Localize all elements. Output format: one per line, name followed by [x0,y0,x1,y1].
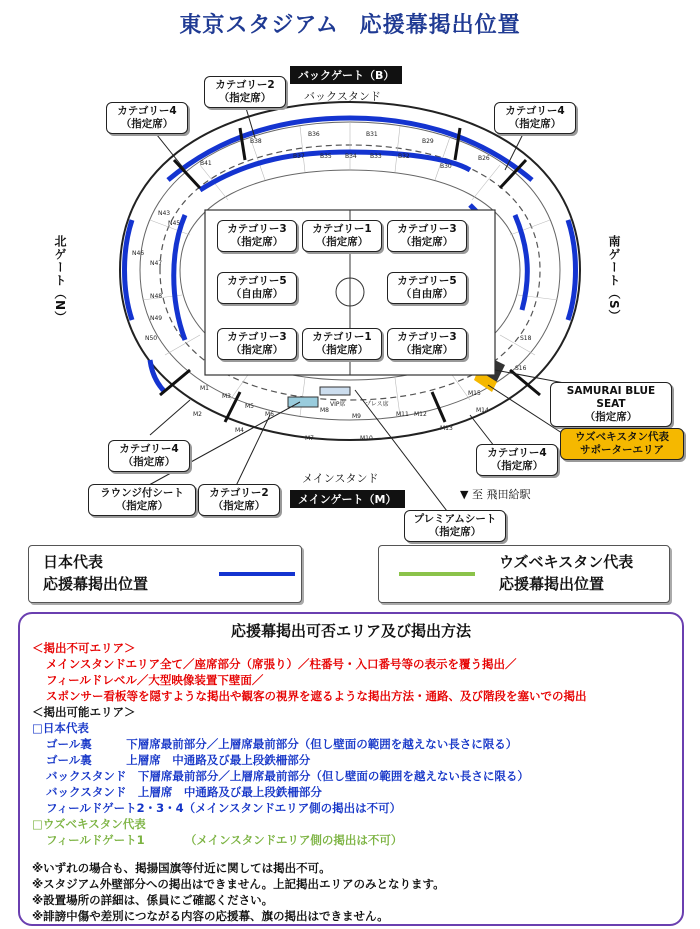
callout-lounge-seat: ラウンジ付シート （指定席） [88,484,196,516]
seat-code: B38 [250,138,262,145]
title-venue: 東京スタジアム [179,13,339,38]
seat-code: B30 [440,163,452,170]
north-gate-label: 北ゲート（N） [53,235,67,325]
rule-line: □日本代表 [32,721,89,735]
rule-line: フィールドレベル／大型映像装置下壁面／ [46,673,264,687]
callout-cat4-bl: カテゴリー4 （指定席） [108,440,190,472]
seat-code: B31 [366,131,378,138]
stadium-map [0,40,700,540]
seat-code: M4 [235,427,244,434]
seat-code: M12 [414,411,427,418]
seat-code: N50 [145,335,158,342]
inner-label-cat1-top: カテゴリー1 （指定席） [302,220,382,252]
inner-label-cat5-right: カテゴリー5 （自由席） [387,272,467,304]
seat-code: VIP席 [330,401,346,408]
rules-panel [18,612,684,926]
rule-line: フィールドゲート1 （メインスタンドエリア側の掲出は不可） [46,833,403,847]
inner-label-cat5-left: カテゴリー5 （自由席） [217,272,297,304]
rule-line: スポンサー看板等を隠すような掲出や観客の視界を遮るような掲出方法・通路、及び階段を塞いでの掲出 [46,689,587,703]
inner-label-cat1-bottom: カテゴリー1 （指定席） [302,328,382,360]
seat-code: M6 [265,411,274,418]
lounge-box [288,397,318,407]
callout-cat2-bottom: カテゴリー2 （指定席） [198,484,280,516]
seat-code: B34 [345,153,357,160]
main-stand-label: メインスタンド [302,472,379,485]
rule-line: ※設置場所の詳細は、係員にご確認ください。 [32,893,274,907]
seat-code: S18 [520,335,532,342]
rule-line: バックスタンド 下層席最前部分／上層席最前部分（但し壁面の範囲を越えない長さに限る） [46,769,529,783]
rule-line: バックスタンド 上層席 中通路及び最上段鉄柵部分 [46,785,322,799]
callout-cat4-tl: カテゴリー4 （指定席） [106,102,188,134]
seat-code: N49 [150,315,163,322]
inner-label-cat3-br: カテゴリー3 （指定席） [387,328,467,360]
inner-label-cat3-bl: カテゴリー3 （指定席） [217,328,297,360]
page-title [0,8,700,39]
seat-code: B26 [478,155,490,162]
seat-code: B32 [398,153,410,160]
seat-code: B35 [320,153,332,160]
back-stand-label: バックスタンド [304,90,381,103]
rule-line: ゴール裏 下層席最前部分／上層席最前部分（但し壁面の範囲を越えない長さに限る） [46,737,518,751]
seat-code: B41 [200,160,212,167]
legend-uzbek: ウズベキスタン代表 応援幕掲出位置 [378,545,670,603]
seat-code: B29 [422,138,434,145]
seat-code: M13 [440,425,453,432]
callout-samurai-blue-seat: SAMURAI BLUE SEAT （指定席） [550,382,672,427]
callout-uzbek-supporter-area: ウズベキスタン代表 サポーターエリア [560,428,684,460]
legend-japan: 日本代表 応援幕掲出位置 [28,545,302,603]
vip-box [320,387,350,395]
back-gate-label: バックゲート（B） [290,66,402,84]
seat-code: M10 [360,435,373,442]
seat-code: M7 [305,435,314,442]
seat-code: M5 [245,403,254,410]
callout-cat4-tr: カテゴリー4 （指定席） [494,102,576,134]
station-direction: ▼ 至 飛田給駅 [460,488,531,501]
seat-code: プレス席 [365,401,389,408]
seat-code: N47 [150,260,163,267]
seat-code: M11 [396,411,409,418]
inner-label-cat3-tl: カテゴリー3 （指定席） [217,220,297,252]
seat-code: M9 [352,413,361,420]
rule-line: フィールドゲート2・3・4（メインスタンドエリア側の掲出は不可） [46,801,402,815]
seat-code: N43 [158,210,171,217]
seat-code: M1 [200,385,209,392]
rule-line: ※誹謗中傷や差別につながる内容の応援幕、旗の掲出はできません。 [32,909,389,923]
main-gate-label: メインゲート（M） [290,490,405,508]
seat-code: M2 [193,411,202,418]
legend-uzbek-swatch [399,572,475,576]
seat-code: M3 [222,393,231,400]
rule-line: ※いずれの場合も、掲揚国旗等付近に関しては掲出不可。 [32,861,331,875]
rule-line: □ウズベキスタン代表 [32,817,146,831]
legend-japan-swatch [219,572,295,576]
seat-code: B36 [308,131,320,138]
rule-line: メインスタンドエリア全て／座席部分（席張り）／柱番号・入口番号等の表示を覆う掲出／ [46,657,517,671]
title-subject: 応援幕掲出位置 [359,13,521,38]
callout-premium-seat: プレミアムシート （指定席） [404,510,506,542]
callout-cat2-top: カテゴリー2 （指定席） [204,76,286,108]
seat-code: N46 [132,250,145,257]
seat-code: M14 [476,407,489,414]
seat-code: B37 [293,153,305,160]
rule-line: ※スタジアム外壁部分への掲出はできません。上記掲出エリアのみとなります。 [32,877,445,891]
seat-code: M8 [320,407,329,414]
callout-cat4-br: カテゴリー4 （指定席） [476,444,558,476]
inner-label-cat3-tr: カテゴリー3 （指定席） [387,220,467,252]
seat-code: N45 [168,220,181,227]
seat-code: M15 [468,390,481,397]
rule-line: ＜掲出可能エリア＞ [32,705,136,719]
rule-line: ゴール裏 上層席 中通路及び最上段鉄柵部分 [46,753,311,767]
seat-code: S16 [515,365,527,372]
rule-line: ＜掲出不可エリア＞ [32,641,136,655]
rules-title: 応援幕掲出可否エリア及び掲出方法 [230,622,471,640]
south-gate-label: 南ゲート（S） [607,235,621,323]
seat-code: N48 [150,293,163,300]
seat-code: B33 [370,153,382,160]
